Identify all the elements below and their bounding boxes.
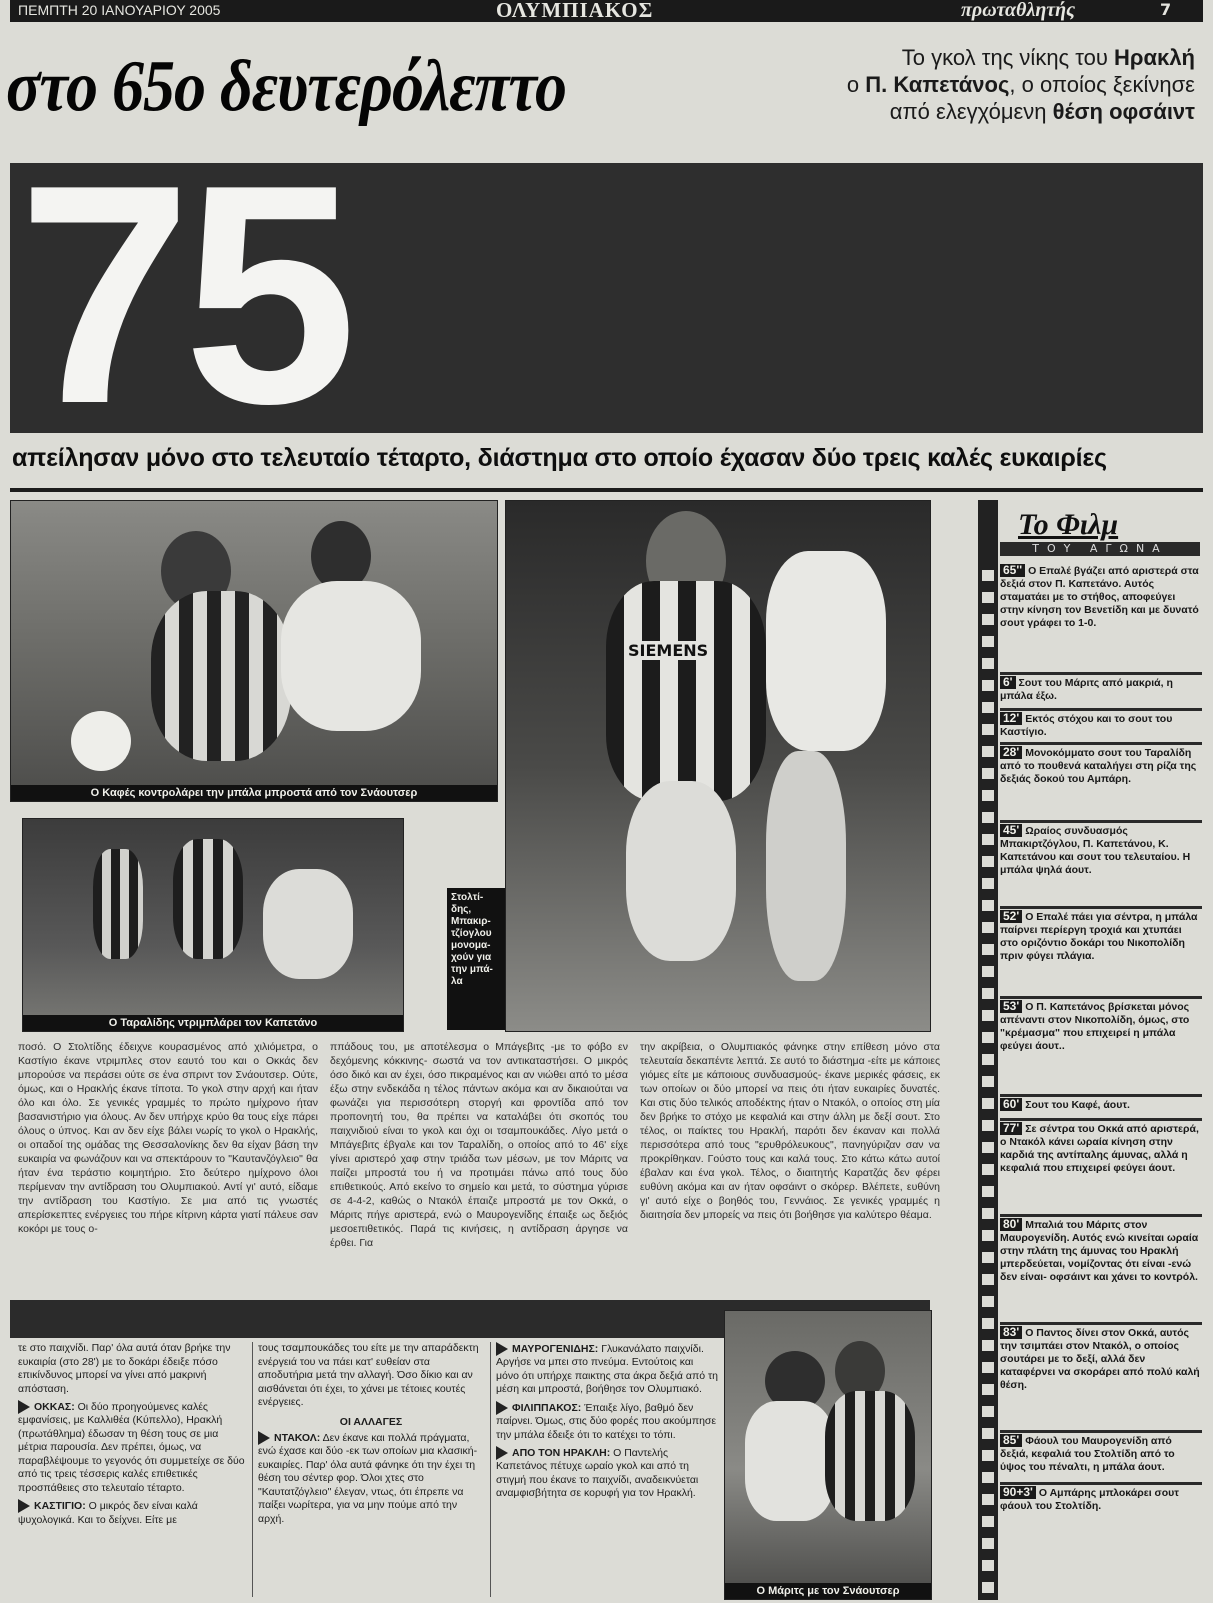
deck-line3a: από ελεγχόμενη [889, 99, 1053, 124]
film-hole [982, 790, 994, 801]
film-subtitle: ΤΟΥ ΑΓΩΝΑ [1000, 542, 1200, 556]
film-hole [982, 1010, 994, 1021]
event-minute: 45' [1000, 824, 1022, 837]
film-hole [982, 988, 994, 999]
event-text: Ο Επαλέ πάει για σέντρα, η μπάλα παίρνει περίεργη τροχιά και χτυπάει στο οριζόντιο δοκάρι του Νικοπολίδη πριν φύγει πλάγια. [1000, 911, 1198, 962]
film-event [1000, 564, 1202, 630]
article-column-3: την ακρίβεια, ο Ολυμπιακός φάνηκε στην επίθεση μόνο στα τελευταία δεκαπέντε λεπτά. Σε αυτό το διάστημα -είτε με κάποιες γιόμες είτε με κάποιους συνδυασμούς- έκανε μερικές φάσεις, εκ των οποίων οι δύο μπορεί να πεις ότι ήταν ευκαιρίες δυνατές. Και στις δύο τελικός αποδέκτης ήταν ο Ντακόλ, ο οποίος στη μία δεν βρήκε το στόχο με κεφαλιά και στην άλλη με δεξί σουτ. Στο τέλος, οι παίκτες του Ηρακλή, παρότι δεν έκαναν και πολλά περισσότερα από τους "ερυθρόλευκους", πανηγύριζαν σαν να προκρίθηκαν. Γούστο τους και καλά τους. Στο κάτω κάτω αυτοί έβαλαν και ένα γκολ. Τέλος, ο διαιτητής Καρατζάς δεν φέρει ευθύνη ακόμα και αν ήταν οφσάιντ ο σκόρερ. Βλέπετε, ευθύνη γι' αυτό είχε ο βοηθός του, Γεννάιος. Σε γενικές γραμμές η διαιτησία δεν μπορείς να πεις ότι βοήθησε για καλύτερο θέαμα. [640, 1041, 940, 1221]
player-name-mavrogenidis: ΜΑΥΡΟΓΕΝΙΔΗΣ: [512, 1342, 599, 1355]
page-number: 7 [1160, 0, 1172, 19]
film-hole [982, 702, 994, 713]
film-hole [982, 1560, 994, 1571]
photo-marits [724, 1310, 932, 1600]
event-text: Σουτ του Καφέ, άουτ. [1025, 1099, 1130, 1111]
triangle-icon [496, 1446, 508, 1460]
photo-caption: Ο Καφές κοντρολάρει την μπάλα μπροστά από τον Σνάουτσερ [11, 785, 497, 801]
event-text: Ο Επαλέ βγάζει από αριστερά στα δεξιά στον Π. Καπετάνο. Αυτός σταματάει με το στήθος, αποφεύγει στην κίνηση τον Βενετίδη και με δυνατό σουτ γράφει το 1-0. [1000, 565, 1199, 629]
film-hole [982, 658, 994, 669]
film-event [1000, 746, 1202, 786]
event-text: Εκτός στόχου και το σουτ του Καστίγιο. [1000, 713, 1173, 738]
event-minute: 52' [1000, 910, 1022, 923]
player-name-kastigio: ΚΑΣΤΙΓΙΟ: [34, 1500, 86, 1513]
page-header-bar [10, 0, 1203, 22]
deck-line1b: Ηρακλή [1114, 45, 1195, 70]
film-event [1000, 910, 1202, 963]
player-review-mavrogenidis: Γλυκανάλατο παιχνίδι. Αργήσε να μπει στο πνεύμα. Εντούτοις και μόνο ότι υπήρχε παικτης στα άκρα δεξιά από τη μέση και μπροστά, βοήθησε τον Ολυμπιακό. [496, 1342, 718, 1396]
triangle-icon [496, 1401, 508, 1415]
triangle-icon [18, 1400, 30, 1414]
film-hole [982, 1186, 994, 1197]
film-hole [982, 834, 994, 845]
film-event [1000, 1486, 1202, 1513]
film-hole [982, 1252, 994, 1263]
event-text: Φάουλ του Μαυρογενίδη από δεξιά, κεφαλιά του Στολτίδη από το ύψος του πέναλτι, η μπάλα άουτ. [1000, 1435, 1175, 1473]
event-divider [1000, 996, 1202, 999]
film-event [1000, 1434, 1202, 1474]
event-text: Μονοκόμματο σουτ του Ταραλίδη από το πουθενά καταλήγει στη ρίζα της δεξιάς δοκού του Αμπάρη. [1000, 747, 1197, 785]
kicker-headline: στο 65ο δευτερόλεπτο [6, 45, 566, 127]
event-text: Μπαλιά του Μάριτς στον Μαυρογενίδη. Αυτός ενώ κινείται ωραία στην πλάτη της άμυνας του Ηρακλή μπερδεύεται, νομίζοντας ότι είναι -ενώ δεν είναι- οφσάιντ και χάνει το κοντρόλ. [1000, 1219, 1199, 1283]
film-hole [982, 1406, 994, 1417]
deck-line3b: θέση οφσάιντ [1052, 99, 1195, 124]
event-text: Ο Παντος δίνει στον Οκκά, αυτός την τσιμπάει στον Ντακόλ, ο οποίος σουτάρει με το δεξί, αλλά δεν καταφέρνει να σκοράρει από πολύ καλή θέση. [1000, 1327, 1200, 1391]
film-hole [982, 1076, 994, 1087]
film-event [1000, 712, 1202, 739]
event-divider [1000, 708, 1202, 711]
triangle-icon [496, 1342, 508, 1356]
film-hole [982, 570, 994, 581]
event-divider [1000, 1482, 1202, 1485]
film-hole [982, 878, 994, 889]
film-hole [982, 944, 994, 955]
photo-caption: Ο Ταραλίδης ντριμπλάρει τον Καπετάνο [23, 1015, 403, 1031]
film-hole [982, 1450, 994, 1461]
column-divider [490, 1342, 491, 1597]
photo-kafes [10, 500, 498, 802]
event-divider [1000, 1322, 1202, 1325]
film-hole [982, 1362, 994, 1373]
section-title: ΟΛΥΜΠΙΑΚΟΣ [496, 0, 654, 22]
deck-line2c: , ο οποίος ξεκίνησε [1009, 72, 1195, 97]
film-event [1000, 676, 1202, 703]
film-hole [982, 1274, 994, 1285]
divider-rule [10, 488, 1203, 492]
event-minute: 83' [1000, 1326, 1022, 1339]
photo-taralidis [22, 818, 404, 1032]
event-divider [1000, 1118, 1202, 1121]
ratings-column-2 [258, 1342, 484, 1600]
film-hole [982, 1472, 994, 1483]
player-name-apo-iraklh: ΑΠΟ ΤΟΝ ΗΡΑΚΛΗ: [512, 1446, 611, 1459]
ratings-column-1 [18, 1342, 246, 1600]
deck-line2b: Π. Καπετάνος [865, 72, 1010, 97]
event-minute: 77' [1000, 1122, 1022, 1135]
issue-date: ΠΕΜΠΤΗ 20 ΙΑΝΟΥΑΡΙΟΥ 2005 [18, 2, 221, 18]
film-hole [982, 1582, 994, 1593]
event-text: Σουτ του Μάριτς από μακριά, η μπάλα έξω. [1000, 677, 1173, 702]
film-hole [982, 1054, 994, 1065]
ratings-intro-1: τε στο παιχνίδι. Παρ' όλα αυτά όταν βρήκε την ευκαιρία (στο 28') με το δοκάρι έδειξε πόσο επικίνδυνος μπορεί να γίνει από μακρινή απόσταση. [18, 1342, 231, 1395]
triangle-icon [18, 1499, 30, 1513]
deck-text [835, 44, 1195, 125]
film-hole [982, 1296, 994, 1307]
film-event [1000, 1326, 1202, 1392]
event-minute: 85' [1000, 1434, 1022, 1447]
player-review-kastigio: Ο μικρός δεν είναι καλά ψυχολογικά. Και το δείχνει. Είτε με [18, 1500, 198, 1526]
player-name-okkas: ΟΚΚΑΣ: [34, 1400, 75, 1413]
jersey-sponsor: SIEMENS [624, 641, 712, 660]
film-title: Το Φιλμ [1018, 508, 1119, 541]
column-divider [252, 1342, 253, 1597]
ratings-intro-2: τους τσαμπουκάδες του είτε με την απαράδεκτη ενέργειά του να πάει κατ' ευθείαν στα αποδυτήρια μετά την αλλαγή. Όσο δίκιο και αν αισθάνεται ότι έχει, το χάνει με τέτοιες κουτές ενέργειες. [258, 1342, 479, 1408]
film-hole [982, 1164, 994, 1175]
player-review-ntakol: Δεν έκανε και πολλά πράγματα, ενώ έχασε και δύο -εκ των οποίων μια κλασική- ευκαιρίες. Παρ' όλα αυτά φάνηκε ότι την έχει τη θέση του σέντερ φορ. Όλοι χτες στο "Καυτατζόγλειο" έλεγαν, ντως, ότι έπρεπε να παίξει νωρίτερα, για να μην πούμε από την αρχή. [258, 1431, 478, 1525]
subheadline: απείλησαν μόνο στο τελευταίο τέταρτο, διάστημα στο οποίο έχασαν δύο τρεις καλές ευκαιρίες [12, 444, 1107, 472]
film-hole [982, 1516, 994, 1527]
event-minute: 90+3' [1000, 1486, 1036, 1499]
photo-caption: Ο Μάριτς με τον Σνάουτσερ [725, 1583, 931, 1599]
film-hole [982, 1120, 994, 1131]
ratings-column-3 [496, 1342, 718, 1600]
event-divider [1000, 1214, 1202, 1217]
film-hole [982, 856, 994, 867]
player-name-filippakos: ΦΙΛΙΠΠΑΚΟΣ: [512, 1401, 582, 1414]
player-review-apo-iraklh: Ο Παντελής Καπετάνος πέτυχε ωραίο γκολ και από τη στιγμή που έκανε το παιχνίδι, αναδεικνύεται αναμφισβήτητα σε κορυφή για τον Ηρακλή. [496, 1446, 699, 1500]
event-divider [1000, 906, 1202, 909]
photo-stoltidis [505, 500, 931, 1032]
event-minute: 53' [1000, 1000, 1022, 1013]
event-divider [1000, 820, 1202, 823]
event-minute: 28' [1000, 746, 1022, 759]
event-text: Ο Π. Καπετάνος βρίσκεται μόνος απέναντι στον Νικοπολίδη, όμως, στο "κρέμασμα" που επιχειρεί η μπάλα φεύγει άουτ.. [1000, 1001, 1190, 1052]
film-event [1000, 1098, 1202, 1112]
article-column-2: ππάδους του, με αποτέλεσμα ο Μπάγεβιτς -με το φόβο εν δεχόμενης κόκκινης- σωστά να τον αντικαταστήσει. Ο μικρός όσο δικό και αν έχει, όσο πικραμένος και αν νιώθει από το μέσα έξω στην ενδεκάδα η τέλος πάντων ακόμα και αν δικαιούται να φωνάζει για περισσότερη στοργή και φροντίδα από τον προπονητή του, θα πρέπει να καταλάβει ότι σκοπός του παιχνιδιού είναι το γκολ και όχι οι τσαμπουκάδες. Λίγο μετά ο Μπάγεβιτς έβγαλε και τον Ταραλίδη, ο οποίος από το 46' είχε γίνει αριστερό χαφ στην τριάδα των μέσων, με τον Μάριτς να παίζει μπροστά του ή να προτιμάει πάνω από τους δύο επιθετικούς. Από εκείνο το σημείο και μετά, το σύστημα γύρισε σε 4-4-2, καθώς ο Ντακόλ έπαιζε μπροστά με τον Οκκά, ο Μάριτς πήγε αριστερά, ενώ ο Μαυρογενίδης έπαιξε ως δεξιός μεσοεπιθετικός. Παρά τις κινήσεις, η αντίδραση άργησε να έρθει. Για [330, 1041, 628, 1249]
player-review-filippakos: Έπαιξε λίγο, βαθμό δεν παίρνει. Όμως, στις δύο φορές που ακούμπησε την μπάλα έδειξε ότι το κατέχει το τόπι. [496, 1401, 717, 1441]
film-hole [982, 966, 994, 977]
film-hole [982, 1230, 994, 1241]
film-hole [982, 1384, 994, 1395]
deck-line2a: ο [846, 72, 866, 97]
film-hole [982, 614, 994, 625]
film-hole [982, 636, 994, 647]
film-hole [982, 592, 994, 603]
film-hole [982, 1142, 994, 1153]
film-event [1000, 1218, 1202, 1284]
film-hole [982, 1340, 994, 1351]
film-event [1000, 1000, 1202, 1053]
film-hole [982, 768, 994, 779]
film-hole [982, 1318, 994, 1329]
article-column-1: ποσό. Ο Στολτίδης έδειχνε κουρασμένος από χιλιόμετρα, ο Καστίγιο έκανε ντριμπλες στον εαυτό του και ο Οκκάς δεν μπορούσε να περάσει ούτε σε ένα σπριντ τον Σνάουτσερ. Ούτε, όμως, και ο Ηρακλής έκανε τίποτα. Το γκολ στην αρχή και ήταν όλο και όλο. Σε γενικές γραμμές το πρώτο ημίχρονο ήταν βασανιστήριο για όλους. Αν δεν υπήρχε κρύο θα τους είχε πάρει όλους ο ύπνος. Και αν δεν είχε βάλει νωρίς το γκολ ο Ηρακλής, οι οπαδοί της ομάδας της Θεσσαλονίκης δεν θα είχαν βάση την ευκαιρία να φωνάζουν και να σπεκτάρουν το "Καυτανζόγλειο" θα ήταν ένα τεράστιο κοιμητήριο. Στο δεύτερο ημίχρονο όλοι περίμεναν την αντίδραση του Ολυμπιακού. Αντί γι' αυτό, είδαμε την αντίδραση του Καστίγιο. Σε μια από τις γνωστές απερίσκεπτες ενέργειες του πήρε κίτρινη κάρτα γιατί πάλευε σαν κοκόρι με τους ο- [18, 1041, 318, 1235]
film-hole [982, 746, 994, 757]
film-hole [982, 1538, 994, 1549]
event-minute: 12' [1000, 712, 1022, 725]
film-hole [982, 922, 994, 933]
player-review-okkas: Οι δύο προηγούμενες καλές εμφανίσεις, με Καλλιθέα (Κύπελλο), Ηρακλή (πρωτάθλημα) έδωσαν τη θέση τους σε μια μέτρια παρουσία. Δεν πρέπει, όμως, να παραβλέψουμε το γεγονός ότι συμμετείχε σε δύο από τις τρεις τέσσερις καλές επιθετικές προσπάθειες στο τελευταίο τέταρτο. [18, 1400, 245, 1494]
match-film-sidebar [978, 500, 1202, 1600]
deck-line1a: Το γκολ της νίκης του [901, 45, 1115, 70]
film-hole [982, 1098, 994, 1109]
event-divider [1000, 742, 1202, 745]
film-hole [982, 1208, 994, 1219]
event-divider [1000, 1094, 1202, 1097]
film-hole [982, 812, 994, 823]
main-headline: 75 [18, 163, 350, 433]
film-hole [982, 724, 994, 735]
film-hole [982, 1428, 994, 1439]
event-divider [1000, 672, 1202, 675]
triangle-icon [258, 1431, 270, 1445]
event-text: Σε σέντρα του Οκκά από αριστερά, ο Ντακόλ κάνει ωραία κίνηση στην καρδιά της αντίπαλης άμυνας, αλλά η κεφαλιά που επιχειρεί φεύγει άουτ. [1000, 1123, 1199, 1174]
film-hole [982, 680, 994, 691]
film-event [1000, 1122, 1202, 1175]
newspaper-brand: πρωταθλητής [961, 0, 1076, 21]
player-name-ntakol: ΝΤΑΚΟΛ: [274, 1431, 321, 1444]
film-hole [982, 1032, 994, 1043]
photo-caption-vertical: Στολτί-δης, Μπακιρ-τζίογλου μονομα-χούν για την μπά-λα [447, 888, 505, 1030]
film-hole [982, 1494, 994, 1505]
film-hole [982, 900, 994, 911]
main-headline-box [10, 163, 1203, 433]
event-minute: 60' [1000, 1098, 1022, 1111]
event-minute: 6' [1000, 676, 1016, 689]
event-text: Ωραίος συνδυασμός Μπακιρτζόγλου, Π. Καπετάνου, Κ. Καπετάνου και σουτ του τελευταίου. Η μπάλα ψηλά άουτ. [1000, 825, 1191, 876]
event-minute: 65'' [1000, 564, 1025, 577]
film-event [1000, 824, 1202, 877]
film-strip [978, 500, 998, 1600]
event-text: Ο Αμπάρης μπλοκάρει σουτ φάουλ του Στολτίδη. [1000, 1487, 1179, 1512]
changes-title: ΟΙ ΑΛΛΑΓΕΣ [339, 1415, 403, 1428]
event-minute: 80' [1000, 1218, 1022, 1231]
event-divider [1000, 1430, 1202, 1433]
